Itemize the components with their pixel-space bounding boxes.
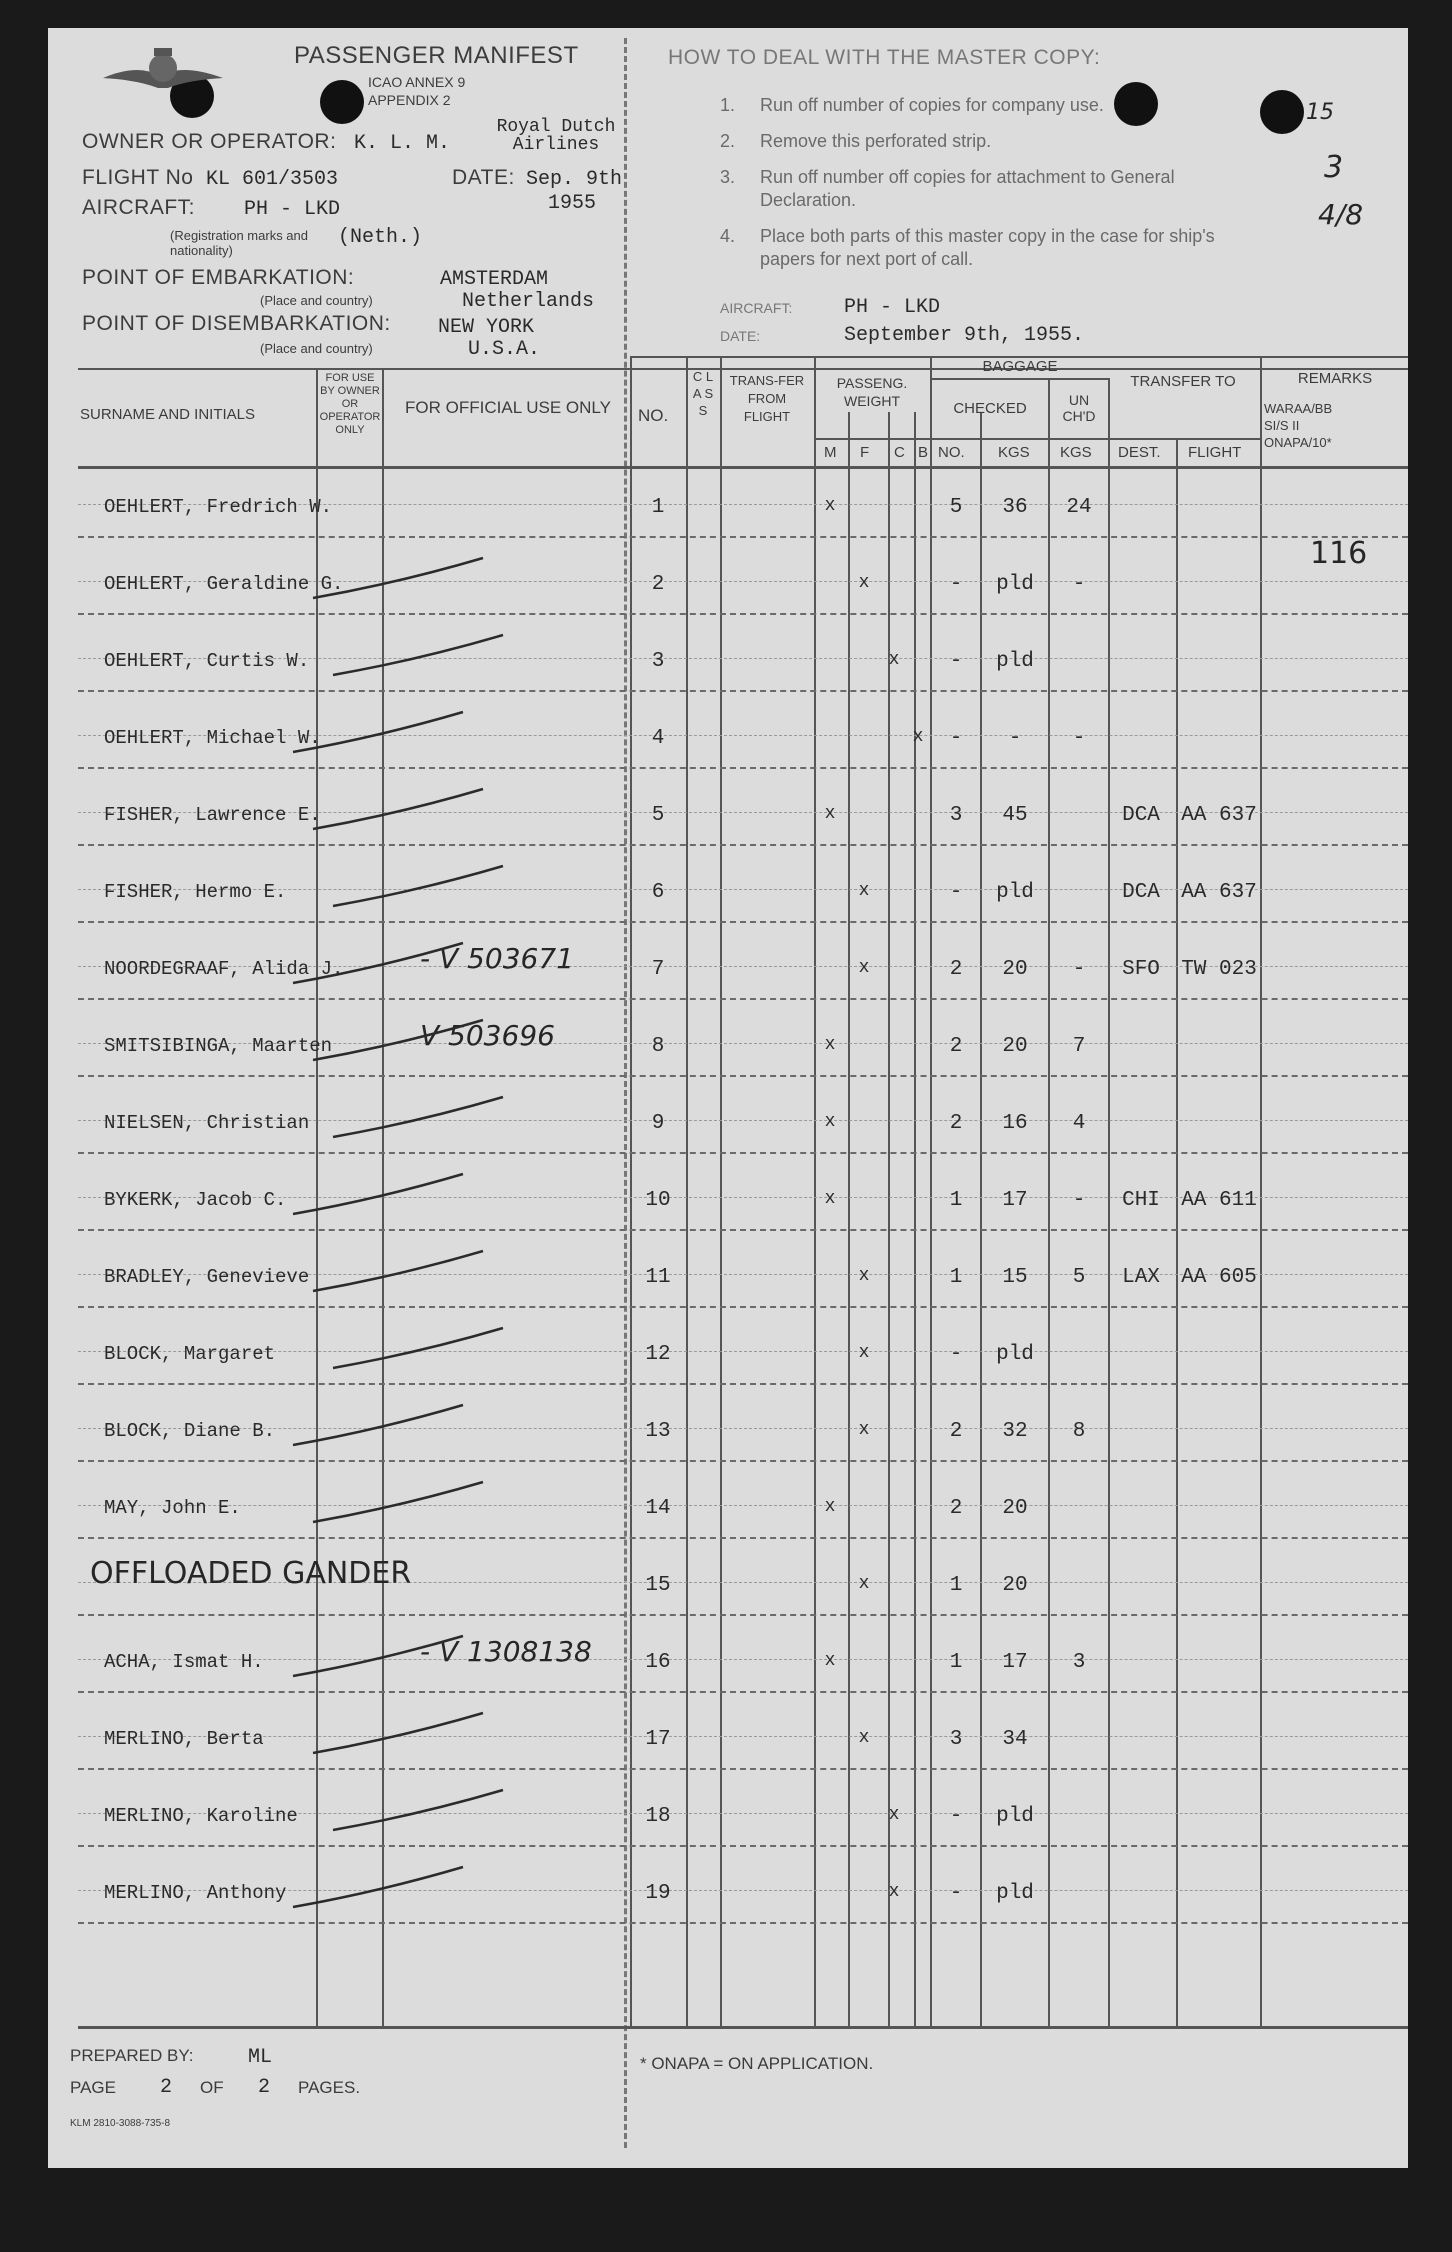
passenger-name: OEHLERT, Fredrich W. <box>104 496 333 518</box>
passenger-no: 12 <box>645 1343 671 1366</box>
bag-kgs: pld <box>996 881 1034 904</box>
col-line <box>720 356 722 2028</box>
bag-count: - <box>949 1805 963 1828</box>
page-label: PAGE <box>70 2078 116 2097</box>
row-rule <box>78 1383 1408 1385</box>
registration-note: (Registration marks and nationality) <box>170 228 308 258</box>
form-appendix: APPENDIX 2 <box>368 92 451 108</box>
col-line <box>1048 378 1050 2028</box>
header-pass-weight: PASSENG. WEIGHT <box>836 375 908 409</box>
col-line <box>686 356 688 2028</box>
bag-count: 3 <box>949 804 963 827</box>
unchecked-kgs: - <box>1072 727 1086 750</box>
header-kgs: KGS <box>998 444 1030 461</box>
form-code: KLM 2810-3088-735-8 <box>70 2118 171 2129</box>
bag-kgs: 17 <box>1002 1189 1028 1212</box>
page-value: 2 <box>160 2076 173 2099</box>
passenger-name: OEHLERT, Geraldine G. <box>104 573 344 595</box>
weight-mark: x <box>858 573 870 593</box>
row-rule <box>78 844 1408 846</box>
passenger-name: ACHA, Ismat H. <box>104 1651 264 1673</box>
passenger-no: 9 <box>651 1112 665 1135</box>
bag-kgs: pld <box>996 573 1034 596</box>
col-line <box>814 356 816 2028</box>
passenger-name: FISHER, Lawrence E. <box>104 804 321 826</box>
passenger-no: 17 <box>645 1728 671 1751</box>
row-rule <box>78 1229 1408 1231</box>
header-flight: FLIGHT <box>1188 444 1242 461</box>
weight-mark: x <box>824 1112 836 1132</box>
bag-count: - <box>949 1882 963 1905</box>
passenger-name: BRADLEY, Genevieve <box>104 1266 310 1288</box>
row-rule <box>78 1075 1408 1077</box>
header-kgs-2: KGS <box>1060 444 1092 461</box>
registration-value: (Neth.) <box>338 226 423 249</box>
header-remarks-sub: WARAA/BB SI/S II ONAPA/10* <box>1264 401 1333 450</box>
bag-count: 1 <box>949 1189 963 1212</box>
col-line <box>630 356 632 2028</box>
header-remarks: REMARKS <box>1297 370 1373 387</box>
passenger-no: 1 <box>651 496 665 519</box>
prepared-label: PREPARED BY: <box>70 2046 194 2065</box>
embark-city: AMSTERDAM <box>440 268 549 291</box>
col-line <box>930 356 932 2028</box>
weight-mark: x <box>824 496 836 516</box>
checked-subline <box>930 438 1260 440</box>
row-mid-rule <box>78 1736 1408 1737</box>
bag-count: 3 <box>949 1728 963 1751</box>
row-rule <box>78 998 1408 1000</box>
bag-count: - <box>949 881 963 904</box>
handwritten-tick <box>308 553 488 603</box>
passenger-name: SMITSIBINGA, Maarten <box>104 1035 333 1057</box>
header-unchd: UN CH'D <box>1062 392 1096 424</box>
bag-kgs: 17 <box>1002 1651 1028 1674</box>
master-step: 3. Run off number off copies for attachment to General <box>720 167 1175 187</box>
date-year: 1955 <box>548 192 597 215</box>
row-mid-rule <box>78 1351 1408 1352</box>
handwritten-tick <box>288 1400 468 1450</box>
punch-hole <box>1260 90 1304 134</box>
passenger-no: 10 <box>645 1189 671 1212</box>
passenger-no: 5 <box>651 804 665 827</box>
handwritten-tick <box>308 1477 488 1527</box>
bag-count: 2 <box>949 1497 963 1520</box>
passenger-no: 11 <box>645 1266 671 1289</box>
handwritten-tick <box>288 1631 468 1681</box>
master-date-label: DATE: <box>720 328 761 344</box>
passenger-no: 13 <box>645 1420 671 1443</box>
bag-kgs: 20 <box>1002 1574 1028 1597</box>
row-rule <box>78 1614 1408 1616</box>
passenger-no: 2 <box>651 573 665 596</box>
transfer-flight: TW 023 <box>1181 958 1257 981</box>
embark-country: Netherlands <box>462 290 595 313</box>
header-m: M <box>824 444 837 461</box>
bag-kgs: pld <box>996 650 1034 673</box>
aircraft-label: AIRCRAFT: <box>82 196 196 219</box>
master-step: 2. Remove this perforated strip. <box>720 131 992 151</box>
handwritten-tick <box>328 861 508 911</box>
handwritten-tick <box>288 1169 468 1219</box>
unchecked-kgs: 24 <box>1066 496 1092 519</box>
transfer-flight: AA 637 <box>1181 881 1257 904</box>
master-title: HOW TO DEAL WITH THE MASTER COPY: <box>668 46 1101 69</box>
passenger-name: BLOCK, Margaret <box>104 1343 276 1365</box>
header-official: FOR OFFICIAL USE ONLY <box>405 398 611 417</box>
header-b: B <box>918 444 929 461</box>
handwritten-tick <box>328 1092 508 1142</box>
unchecked-kgs: 5 <box>1072 1266 1086 1289</box>
weight-mark: x <box>858 1343 870 1363</box>
visa-note: - V 1308138 <box>420 1635 592 1668</box>
header-transfer-from: TRANS-FER FROM FLIGHT <box>729 373 805 424</box>
row-rule <box>78 1537 1408 1539</box>
unchecked-kgs: 3 <box>1072 1651 1086 1674</box>
table-bottom-line <box>78 2026 1408 2029</box>
row-rule <box>78 690 1408 692</box>
flight-label: FLIGHT No <box>82 166 194 189</box>
bag-count: 1 <box>949 1651 963 1674</box>
punch-hole <box>320 80 364 124</box>
perforation-line <box>624 38 627 2148</box>
bag-kgs: pld <box>996 1882 1034 1905</box>
weight-mark: x <box>888 650 900 670</box>
master-step: 4. Place both parts of this master copy in the case for ship's <box>720 226 1215 246</box>
row-rule <box>78 1460 1408 1462</box>
header-c: C <box>894 444 905 461</box>
table-top-line <box>78 368 1408 370</box>
master-aircraft-label: AIRCRAFT: <box>720 300 793 316</box>
row-rule <box>78 1922 1408 1924</box>
header-baggage: BAGGAGE <box>982 358 1058 375</box>
flight-value: KL 601/3503 <box>206 168 339 191</box>
weight-mark: x <box>824 1189 836 1209</box>
embark-label: POINT OF EMBARKATION: <box>82 266 355 289</box>
bag-kgs: 34 <box>1002 1728 1028 1751</box>
bag-kgs: 20 <box>1002 1497 1028 1520</box>
of-label: OF <box>200 2078 224 2097</box>
master-step: 1. Run off number of copies for company use. <box>720 95 1104 115</box>
header-for-use: FOR USE BY OWNER OR OPERATOR ONLY <box>319 372 381 436</box>
handwritten-tick <box>288 707 468 757</box>
col-line <box>914 412 916 2028</box>
bag-kgs: pld <box>996 1805 1034 1828</box>
aircraft-value: PH - LKD <box>244 198 341 221</box>
passenger-name: FISHER, Hermo E. <box>104 881 287 903</box>
bag-count: 2 <box>949 1035 963 1058</box>
passenger-name: OEHLERT, Curtis W. <box>104 650 310 672</box>
passenger-no: 19 <box>645 1882 671 1905</box>
hand-note-8: 4/8 <box>1318 198 1364 231</box>
passenger-no: 6 <box>651 881 665 904</box>
passenger-name: BLOCK, Diane B. <box>104 1420 276 1442</box>
header-checked: CHECKED <box>953 400 1027 417</box>
bag-count: - <box>949 573 963 596</box>
transfer-dest: SFO <box>1122 958 1160 981</box>
transfer-flight: AA 611 <box>1181 1189 1257 1212</box>
passenger-name: NIELSEN, Christian <box>104 1112 310 1134</box>
weight-mark: x <box>824 1651 836 1671</box>
manifest-sheet <box>48 28 1408 2168</box>
owner-value-2: Royal Dutch Airlines <box>496 117 616 155</box>
header-dest: DEST. <box>1118 444 1161 461</box>
row-rule <box>78 1845 1408 1847</box>
header-transfer-to: TRANSFER TO <box>1130 373 1236 390</box>
passenger-name: NOORDEGRAAF, Alida J. <box>104 958 344 980</box>
bag-count: - <box>949 1343 963 1366</box>
weight-mark: x <box>858 1728 870 1748</box>
visa-note: V 503696 <box>420 1019 555 1052</box>
bag-count: 5 <box>949 496 963 519</box>
weight-mark: x <box>824 1035 836 1055</box>
bag-count: - <box>949 727 963 750</box>
handwritten-tick <box>288 938 468 988</box>
pages-label: PAGES. <box>298 2078 361 2097</box>
handwritten-tick <box>308 1015 488 1065</box>
bag-kgs: 16 <box>1002 1112 1028 1135</box>
owner-value: K. L. M. <box>354 132 451 155</box>
weight-mark: x <box>888 1882 900 1902</box>
prepared-value: ML <box>248 2046 273 2069</box>
row-rule <box>78 613 1408 615</box>
bag-kgs: 15 <box>1002 1266 1028 1289</box>
bag-count: 2 <box>949 1420 963 1443</box>
master-step: Declaration. <box>760 190 857 210</box>
bag-kgs: 20 <box>1002 958 1028 981</box>
row-rule <box>78 1306 1408 1308</box>
klm-crest-logo <box>98 38 228 108</box>
transfer-dest: CHI <box>1122 1189 1160 1212</box>
weight-mark: x <box>858 881 870 901</box>
handwritten-tick <box>328 630 508 680</box>
bag-count: - <box>949 650 963 673</box>
passenger-name: OFFLOADED GANDER <box>90 1556 412 1591</box>
of-value: 2 <box>258 2076 271 2099</box>
weight-mark: x <box>824 1497 836 1517</box>
hand-note-3: 3 <box>1324 150 1344 185</box>
transfer-flight: AA 637 <box>1181 804 1257 827</box>
weight-mark: x <box>858 958 870 978</box>
bag-count: 2 <box>949 958 963 981</box>
transfer-dest: LAX <box>1122 1266 1160 1289</box>
unchecked-kgs: 7 <box>1072 1035 1086 1058</box>
row-rule <box>78 536 1408 538</box>
weight-mark: x <box>858 1420 870 1440</box>
unchecked-kgs: - <box>1072 573 1086 596</box>
passenger-no: 4 <box>651 727 665 750</box>
bag-count: 1 <box>949 1574 963 1597</box>
header-bag-no: NO. <box>938 444 965 461</box>
master-date-value: September 9th, 1955. <box>844 324 1085 347</box>
master-aircraft-value: PH - LKD <box>844 296 941 319</box>
bag-count: 2 <box>949 1112 963 1135</box>
date-value: Sep. 9th <box>526 168 623 191</box>
col-line <box>980 412 982 2028</box>
disembark-label: POINT OF DISEMBARKATION: <box>82 312 391 335</box>
passenger-no: 16 <box>645 1651 671 1674</box>
disembark-country: U.S.A. <box>468 338 541 361</box>
date-label: DATE: <box>452 166 515 189</box>
header-f: F <box>860 444 870 461</box>
visa-note: - V 503671 <box>420 942 574 975</box>
passenger-no: 3 <box>651 650 665 673</box>
bag-kgs: - <box>1008 727 1022 750</box>
passenger-name: OEHLERT, Michael W. <box>104 727 321 749</box>
row-rule <box>78 921 1408 923</box>
passenger-no: 18 <box>645 1805 671 1828</box>
row-mid-rule <box>78 1428 1408 1429</box>
form-title: PASSENGER MANIFEST <box>294 42 579 69</box>
row-rule <box>78 1691 1408 1693</box>
transfer-dest: DCA <box>1122 881 1160 904</box>
bag-kgs: 45 <box>1002 804 1028 827</box>
row-mid-rule <box>78 1505 1408 1506</box>
master-steps <box>720 94 1215 271</box>
transfer-flight: AA 605 <box>1181 1266 1257 1289</box>
owner-label: OWNER OR OPERATOR: <box>82 130 337 153</box>
unchecked-kgs: 8 <box>1072 1420 1086 1443</box>
col-line <box>1260 356 1262 2028</box>
place-note: (Place and country) <box>260 293 373 308</box>
weight-mark: x <box>858 1266 870 1286</box>
handwritten-tick <box>308 1708 488 1758</box>
passenger-name: MERLINO, Anthony <box>104 1882 287 1904</box>
passenger-name: MERLINO, Karoline <box>104 1805 298 1827</box>
unchecked-kgs: - <box>1072 958 1086 981</box>
passenger-name: MERLINO, Berta <box>104 1728 264 1750</box>
handwritten-tick <box>328 1323 508 1373</box>
weight-mark: x <box>824 804 836 824</box>
passenger-no: 15 <box>645 1574 671 1597</box>
bag-kgs: 20 <box>1002 1035 1028 1058</box>
col-line <box>1176 438 1178 2028</box>
onapa-note: * ONAPA = ON APPLICATION. <box>640 2054 874 2073</box>
passenger-no: 8 <box>651 1035 665 1058</box>
header-surname: SURNAME AND INITIALS <box>80 406 256 423</box>
handwritten-tick <box>288 1862 468 1912</box>
header-no: NO. <box>638 406 669 425</box>
header-class: C L A S S <box>692 369 714 418</box>
hand-note-15: 15 <box>1306 100 1334 125</box>
row-rule <box>78 1152 1408 1154</box>
passenger-no: 7 <box>651 958 665 981</box>
weight-subline <box>814 438 930 440</box>
passenger-name: MAY, John E. <box>104 1497 241 1519</box>
bag-kgs: 32 <box>1002 1420 1028 1443</box>
header-bottom-line <box>78 466 1408 469</box>
bag-kgs: 36 <box>1002 496 1028 519</box>
master-step: papers for next port of call. <box>760 249 974 269</box>
passenger-no: 14 <box>645 1497 671 1520</box>
weight-mark: x <box>888 1805 900 1825</box>
form-annex: ICAO ANNEX 9 <box>368 74 466 90</box>
disembark-city: NEW YORK <box>438 316 535 339</box>
row-mid-rule <box>78 1659 1408 1660</box>
remarks-116: 116 <box>1310 536 1368 571</box>
unchecked-kgs: 4 <box>1072 1112 1086 1135</box>
handwritten-tick <box>328 1785 508 1835</box>
transfer-dest: DCA <box>1122 804 1160 827</box>
place-note-2: (Place and country) <box>260 341 373 356</box>
handwritten-tick <box>308 784 488 834</box>
col-line <box>848 412 850 2028</box>
weight-mark: x <box>912 727 924 747</box>
baggage-subline <box>930 378 1108 380</box>
weight-mark: x <box>858 1574 870 1594</box>
row-rule <box>78 767 1408 769</box>
row-rule <box>78 1768 1408 1770</box>
unchecked-kgs: - <box>1072 1189 1086 1212</box>
passenger-name: BYKERK, Jacob C. <box>104 1189 287 1211</box>
handwritten-tick <box>308 1246 488 1296</box>
bag-count: 1 <box>949 1266 963 1289</box>
bag-kgs: pld <box>996 1343 1034 1366</box>
